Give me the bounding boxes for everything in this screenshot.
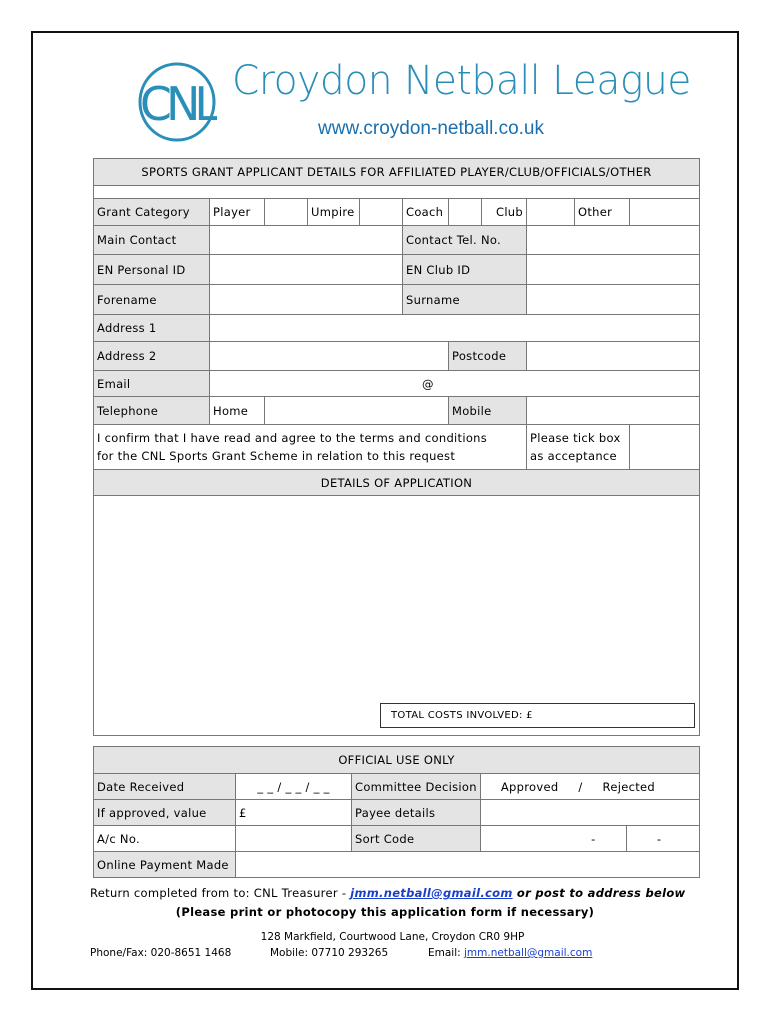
grant-category-label: Grant Category [94, 199, 210, 226]
applicant-section-title: SPORTS GRANT APPLICANT DETAILS FOR AFFILIATED PLAYER/CLUB/OFFICIALS/OTHER [94, 159, 700, 186]
mobile-phone-field[interactable] [527, 397, 700, 425]
other-checkbox[interactable] [630, 199, 700, 226]
surname-label: Surname [403, 285, 527, 315]
en-club-id-label: EN Club ID [403, 255, 527, 285]
postal-address: 128 Markfield, Courtwood Lane, Croydon CR0 9HP [260, 931, 525, 943]
payee-details-field[interactable] [480, 800, 699, 826]
ac-no-field[interactable] [236, 826, 352, 852]
coach-label: Coach [403, 199, 449, 226]
tick-line-1: Please tick box [530, 431, 621, 445]
total-costs-box[interactable] [380, 703, 695, 728]
date-received-field[interactable]: _ _ / _ _ / _ _ [236, 774, 352, 800]
coach-checkbox[interactable] [449, 199, 482, 226]
terms-line-2: for the CNL Sports Grant Scheme in relation to this request [97, 449, 456, 463]
applicant-details-table [93, 158, 700, 736]
sort-code-field-1[interactable] [480, 826, 626, 852]
umpire-checkbox[interactable] [360, 199, 403, 226]
tick-line-2: as acceptance [530, 449, 617, 463]
approved-option[interactable]: Approved [500, 779, 559, 794]
logo-text: CNL [139, 77, 215, 131]
sort-code-dash-2: - [656, 831, 662, 846]
return-prefix: Return completed from to: CNL Treasurer - [90, 886, 351, 900]
forename-field[interactable] [210, 285, 403, 315]
approved-value-field[interactable] [236, 800, 352, 826]
approved-value-label: If approved, value [94, 800, 236, 826]
main-contact-field[interactable] [210, 226, 403, 255]
sort-code-field-2[interactable] [626, 826, 699, 852]
address1-label: Address 1 [94, 315, 210, 342]
other-label: Other [575, 199, 630, 226]
mobile-number: Mobile: 07710 293265 [270, 947, 389, 959]
ac-no-label: A/c No. [94, 826, 236, 852]
mobile-label: Mobile [449, 397, 527, 425]
application-section-title: DETAILS OF APPLICATION [94, 470, 700, 496]
player-checkbox[interactable] [265, 199, 308, 226]
main-contact-label: Main Contact [94, 226, 210, 255]
return-instructions [90, 886, 685, 900]
online-payment-label: Online Payment Made [94, 852, 236, 878]
postcode-label: Postcode [449, 342, 527, 371]
home-phone-field[interactable] [265, 397, 449, 425]
payee-details-label: Payee details [352, 800, 481, 826]
brand-name: Croydon Netball League [232, 58, 691, 104]
surname-field[interactable] [527, 285, 700, 315]
committee-decision-field[interactable] [480, 774, 699, 800]
print-note: (Please print or photocopy this application form if necessary) [175, 905, 595, 919]
committee-decision-label: Committee Decision [352, 774, 481, 800]
total-costs-label: TOTAL COSTS INVOLVED: £ [391, 710, 533, 721]
address2-label: Address 2 [94, 342, 210, 371]
contact-tel-label: Contact Tel. No. [403, 226, 527, 255]
date-received-label: Date Received [94, 774, 236, 800]
club-checkbox[interactable] [527, 199, 575, 226]
rejected-option[interactable]: Rejected [602, 779, 655, 794]
at-symbol: @ [422, 376, 434, 391]
tick-instruction [527, 425, 630, 470]
footer-email-link[interactable]: jmm.netball@gmail.com [464, 947, 593, 959]
spacer-row [94, 186, 700, 199]
email-label: Email [94, 371, 210, 397]
address2-field[interactable] [210, 342, 449, 371]
online-payment-field[interactable] [236, 852, 700, 878]
en-personal-id-field[interactable] [210, 255, 403, 285]
sort-code-label: Sort Code [352, 826, 481, 852]
phone-fax: Phone/Fax: 020-8651 1468 [90, 947, 232, 959]
treasurer-email-link[interactable]: jmm.netball@gmail.com [350, 886, 513, 900]
contact-tel-field[interactable] [527, 226, 700, 255]
postcode-field[interactable] [527, 342, 700, 371]
en-club-id-field[interactable] [527, 255, 700, 285]
address1-field[interactable] [210, 315, 700, 342]
terms-line-1: I confirm that I have read and agree to the terms and conditions [97, 431, 488, 445]
decision-separator: / [578, 779, 583, 794]
footer-email [428, 947, 592, 959]
website-url: www.croydon-netball.co.uk [318, 118, 544, 139]
home-label: Home [210, 397, 265, 425]
return-suffix: or post to address below [512, 886, 686, 900]
cnl-logo [137, 62, 217, 142]
footer-email-label: Email: [428, 947, 465, 959]
en-personal-id-label: EN Personal ID [94, 255, 210, 285]
sort-code-dash-1: - [591, 831, 596, 846]
email-field[interactable] [210, 371, 700, 397]
club-label: Club [482, 199, 527, 226]
pound-sign: £ [239, 805, 247, 820]
application-details-field[interactable] [94, 496, 700, 736]
forename-label: Forename [94, 285, 210, 315]
umpire-label: Umpire [308, 199, 360, 226]
terms-confirmation [94, 425, 527, 470]
official-section-title: OFFICIAL USE ONLY [94, 747, 700, 774]
telephone-label: Telephone [94, 397, 210, 425]
player-label: Player [210, 199, 265, 226]
acceptance-checkbox[interactable] [630, 425, 700, 470]
official-use-table [93, 746, 700, 878]
